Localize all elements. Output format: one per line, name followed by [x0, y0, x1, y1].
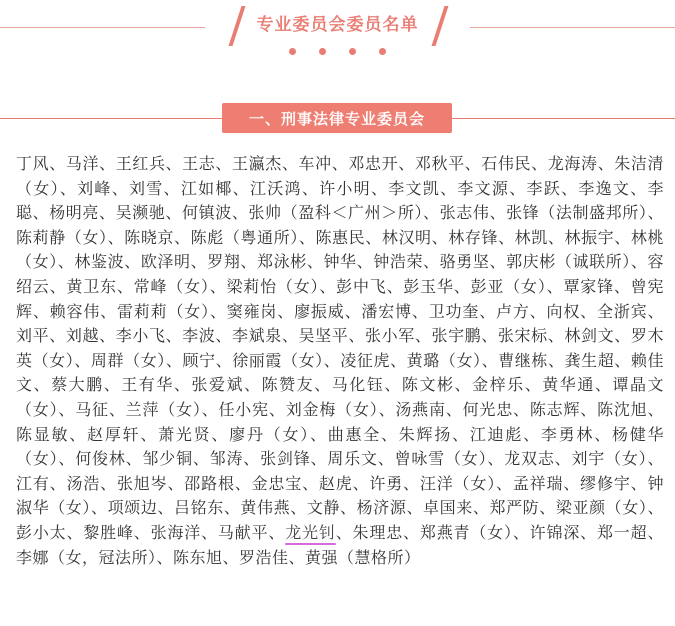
section-title: 一、刑事法律专业委员会	[248, 109, 425, 128]
header-dots	[0, 40, 675, 59]
member-list-text-end: 、朱理忠、郑燕青（女）、许锦深、郑一超、李娜（女，冠法所）、陈东旭、罗浩佳、黄强（慧格所）	[16, 522, 664, 567]
page-title: 专业委员会委员名单	[256, 15, 419, 35]
member-list-text: 丁风、马洋、王红兵、王志、王瀛杰、车冲、邓忠开、邓秋平、石伟民、龙海涛、朱洁清（女）、刘峰、刘雪、江如椰、江沃鸿、许小明、李文凯、李文源、李跃、李逸文、李聪、杨明亮、吴濒驰、何镇波、张帅（盈科＜广州＞所）、张志伟、张锋（法制盛邦所）、陈莉静（女）、陈晓京、陈彪（粤通所）、陈惠民、林汉明、林存锋、林凯、林振宇、林桃（女）、林鉴波、欧泽明、罗翔、郑泳彬、钟华、钟浩荣、骆勇坚、郭庆彬（诚联所）、容绍云、黄卫东、常峰（女）、梁莉怡（女）、彭中飞、彭玉华、彭亚（女）、覃家锋、曾宪辉、赖容伟、雷莉莉（女）、窦雍岗、廖振威、潘宏博、卫功奎、卢方、向权、全浙宾、刘平、刘越、李小飞、李波、李斌泉、吴坚平、张小军、张宇鹏、张宋标、林剑文、罗木英（女）、周群（女）、顾宁、徐丽霞（女）、凌征虎、黄璐（女）、曹继栋、龚生超、赖佳文、蔡大鹏、王有华、张爱斌、陈赞友、马化钰、陈文彬、金梓乐、黄华通、谭晶文（女）、马征、兰萍（女）、任小宪、刘金梅（女）、汤燕南、何光忠、陈志辉、陈沈旭、陈显敏、赵厚轩、萧光贤、廖丹（女）、曲惠全、朱辉扬、江迪彪、李勇林、杨健华（女）、何俊林、邹少铜、邹涛、张剑锋、周乐文、曾咏雪（女）、龙双志、刘宇（女）、江有、汤浩、张旭岑、邵路根、金忠宝、赵虎、许勇、汪洋（女）、孟祥瑞、缪修宇、钟淑华（女）、项颂边、吕铭东、黄伟燕、文静、杨济源、卓国来、郑严防、梁亚颜（女）、彭小太、黎胜峰、张海洋、马献平、	[16, 154, 664, 542]
member-list	[16, 152, 664, 570]
decorative-dot	[379, 48, 386, 55]
decorative-dot	[319, 48, 326, 55]
decorative-dot	[349, 48, 356, 55]
highlighted-member: 龙光钊	[285, 522, 336, 542]
section-banner	[222, 103, 452, 133]
decorative-dot	[289, 48, 296, 55]
